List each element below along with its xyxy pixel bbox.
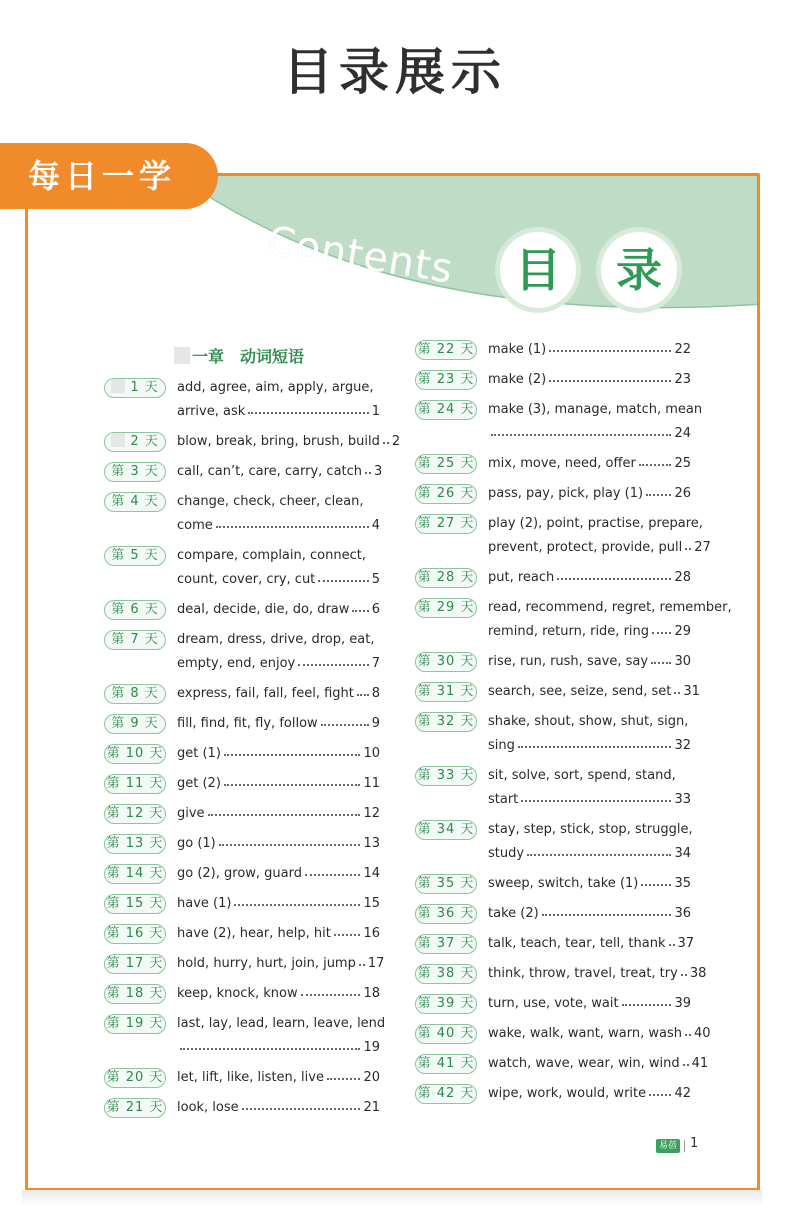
entry-text: put, reach (488, 570, 555, 585)
day-badge: 第 24 天 (415, 400, 477, 420)
page-ref: 27 (694, 540, 711, 555)
toc-entry-line[interactable] (488, 338, 691, 362)
page-ref: 26 (674, 486, 691, 501)
toc-entry-line[interactable] (177, 568, 380, 592)
entry-text: get (1) (177, 746, 221, 761)
day-badge: 第 22 天 (415, 340, 477, 360)
leader-dots (224, 742, 361, 756)
toc-entry-line[interactable] (177, 922, 380, 946)
day-badge: 第 11 天 (104, 774, 166, 794)
page-ref: 14 (363, 866, 380, 881)
leader-dots (557, 566, 671, 580)
day-badge: 第 26 天 (415, 484, 477, 504)
entry-text: wipe, work, would, write (488, 1086, 647, 1101)
leader-dots (321, 712, 369, 726)
leader-dots (219, 832, 361, 846)
day-badge: 第 14 天 (104, 864, 166, 884)
page-ref: 7 (371, 656, 380, 671)
page-ref: 10 (363, 746, 380, 761)
day-badge: 第 16 天 (104, 924, 166, 944)
leader-dots (305, 862, 360, 876)
page-ref: 11 (363, 776, 380, 791)
day-badge: 第 31 天 (415, 682, 477, 702)
toc-entry-line[interactable] (488, 512, 703, 536)
entry-text: come (177, 518, 213, 533)
page-ref: 8 (371, 686, 380, 701)
page-ref: 6 (371, 602, 380, 617)
entry-text: talk, teach, tear, tell, thank (488, 936, 666, 951)
day-badge: 第 5 天 (104, 546, 166, 566)
page-ref: 4 (371, 518, 380, 533)
leader-dots (639, 452, 672, 466)
page-ref: 25 (674, 456, 691, 471)
leader-dots (327, 1066, 360, 1080)
entry-text: turn, use, vote, wait (488, 996, 619, 1011)
toc-entry-line[interactable] (488, 1022, 711, 1046)
day-badge: 第 20 天 (104, 1068, 166, 1088)
day-badge: 第 38 天 (415, 964, 477, 984)
page-ref: 17 (367, 956, 385, 971)
entry-text: give (177, 806, 205, 821)
toc-entry-line[interactable] (488, 398, 703, 422)
toc-panel (25, 173, 760, 1191)
leader-dots (685, 536, 691, 550)
day-badge: 第 10 天 (104, 744, 166, 764)
toc-entry-line[interactable] (488, 710, 691, 734)
page-ref: 37 (677, 936, 695, 951)
blurred-char (111, 433, 125, 447)
leader-dots (491, 422, 671, 436)
entry-text: think, throw, travel, treat, try (488, 966, 678, 981)
toc-entry-line[interactable] (488, 482, 691, 506)
day-badge: 第 17 天 (104, 954, 166, 974)
day-badge: 第 37 天 (415, 934, 477, 954)
toc-entry-line[interactable] (177, 652, 380, 676)
toc-entry-line[interactable] (177, 682, 380, 706)
leader-dots (646, 482, 671, 496)
leader-dots (669, 932, 675, 946)
entry-text: compare, complain, connect, (177, 548, 366, 563)
entry-text: go (2), grow, guard (177, 866, 303, 881)
entry-text: go (1) (177, 836, 216, 851)
page-ref: 13 (363, 836, 380, 851)
contents-word: Contents (263, 218, 457, 293)
entry-text: express, fail, fall, feel, fight (177, 686, 354, 701)
toc-entry-line[interactable] (488, 650, 691, 674)
leader-dots (216, 514, 369, 528)
page-ref: 3 (374, 464, 383, 479)
page-ref: 33 (674, 792, 691, 807)
day-badge: 第 39 天 (415, 994, 477, 1014)
toc-entry-line[interactable] (488, 788, 691, 812)
toc-entry-line[interactable] (488, 452, 691, 476)
page-ref: 22 (674, 342, 691, 357)
page-ref: 38 (689, 966, 707, 981)
toc-entry-line[interactable] (488, 566, 691, 590)
entry-text: blow, break, bring, brush, build (177, 434, 380, 449)
page-ref: 28 (674, 570, 691, 585)
entry-text: make (1) (488, 342, 547, 357)
day-badge: 第 8 天 (104, 684, 166, 704)
day-badge: 第 28 天 (415, 568, 477, 588)
leader-dots (549, 338, 671, 352)
page-ref: 42 (674, 1086, 691, 1101)
toc-entry-line[interactable] (177, 544, 380, 568)
entry-text: keep, knock, know (177, 986, 298, 1001)
toc-entry-line[interactable] (177, 1012, 386, 1036)
leader-dots (681, 962, 687, 976)
toc-entry-line[interactable] (488, 902, 691, 926)
day-badge: 第 15 天 (104, 894, 166, 914)
entry-text: sit, solve, sort, spend, stand, (488, 768, 676, 783)
entry-text: search, see, seize, send, set (488, 684, 672, 699)
leader-dots (542, 902, 672, 916)
leader-dots (357, 682, 369, 696)
entry-text: play (2), point, practise, prepare, (488, 516, 703, 531)
page-ref: 18 (363, 986, 380, 1001)
entry-text: change, check, cheer, clean, (177, 494, 364, 509)
toc-entry-line[interactable] (177, 832, 380, 856)
entry-text: sing (488, 738, 515, 753)
leader-dots (301, 982, 361, 996)
page-ref: 32 (674, 738, 691, 753)
blurred-char (111, 379, 125, 393)
day-badge: 第 35 天 (415, 874, 477, 894)
toc-entry-line[interactable] (488, 368, 691, 392)
page-number: 1 (690, 1136, 699, 1151)
entry-text: prevent, protect, provide, pull (488, 540, 683, 555)
page-ref: 34 (674, 846, 691, 861)
day-badge: 第 42 天 (415, 1084, 477, 1104)
page-ref: 19 (363, 1040, 380, 1055)
toc-entry-line[interactable] (488, 536, 711, 560)
page-ref: 40 (693, 1026, 711, 1041)
day-badge: 第 25 天 (415, 454, 477, 474)
toc-entry-line[interactable] (488, 734, 691, 758)
toc-entry-line[interactable] (177, 802, 380, 826)
page-ref: 29 (674, 624, 691, 639)
page-ref: 16 (363, 926, 380, 941)
leader-dots (674, 680, 680, 694)
entry-text: make (2) (488, 372, 547, 387)
panel-shadow (22, 1190, 762, 1206)
chapter-title: 一章 动词短语 (174, 344, 304, 367)
toc-entry-line[interactable] (488, 872, 691, 896)
page-ref: 31 (683, 684, 700, 699)
day-badge: 第 18 天 (104, 984, 166, 1004)
page-ref: 23 (674, 372, 691, 387)
leader-dots (318, 568, 368, 582)
toc-entry-line[interactable] (177, 628, 380, 652)
title-char-lu: 录 (601, 232, 677, 308)
toc-entry-line[interactable] (488, 1052, 709, 1076)
leader-dots (649, 1082, 671, 1096)
entry-text: arrive, ask (177, 404, 246, 419)
page-ref: 1 (371, 404, 380, 419)
entry-text: stay, step, stick, stop, struggle, (488, 822, 693, 837)
toc-entry-line[interactable] (488, 1082, 691, 1106)
entry-text: shake, shout, show, shut, sign, (488, 714, 689, 729)
entry-text: start (488, 792, 519, 807)
toc-entry-line[interactable] (488, 992, 691, 1016)
day-badge: 第 30 天 (415, 652, 477, 672)
entry-text: mix, move, need, offer (488, 456, 636, 471)
day-badge: 第 33 天 (415, 766, 477, 786)
leader-dots (549, 368, 671, 382)
blurred-char (174, 347, 190, 364)
page-ref: 24 (674, 426, 691, 441)
entry-text: look, lose (177, 1100, 239, 1115)
day-badge: 第 41 天 (415, 1054, 477, 1074)
leader-dots (298, 652, 369, 666)
toc-entry-line[interactable] (177, 862, 380, 886)
leader-dots (208, 802, 361, 816)
toc-entry-line[interactable] (177, 982, 380, 1006)
leader-dots (242, 1096, 361, 1110)
entry-text: have (1) (177, 896, 232, 911)
toc-entry-line[interactable] (488, 962, 707, 986)
toc-entry-line[interactable] (177, 430, 401, 454)
toc-entry-line[interactable] (488, 818, 691, 842)
toc-entry-line[interactable] (177, 514, 380, 538)
page-ref: 2 (391, 434, 401, 449)
entry-text: fill, find, fit, fly, follow (177, 716, 318, 731)
entry-text: have (2), hear, help, hit (177, 926, 331, 941)
entry-text: take (2) (488, 906, 539, 921)
day-badge: 第 32 天 (415, 712, 477, 732)
page-ref: 5 (371, 572, 380, 587)
entry-text: study (488, 846, 525, 861)
toc-entry-line[interactable] (488, 932, 695, 956)
day-badge: 第 34 天 (415, 820, 477, 840)
leader-dots (527, 842, 671, 856)
entry-text: last, lay, lead, learn, leave, lend (177, 1016, 386, 1031)
entry-text: empty, end, enjoy (177, 656, 296, 671)
page-ref: 30 (674, 654, 691, 669)
day-badge: 第 40 天 (415, 1024, 477, 1044)
leader-dots (383, 430, 389, 444)
page-ref: 36 (674, 906, 691, 921)
toc-entry-line[interactable] (488, 620, 691, 644)
day-badge: 第 3 天 (104, 462, 166, 482)
leader-dots (651, 650, 671, 664)
entry-text: get (2) (177, 776, 221, 791)
page-ref: 12 (363, 806, 380, 821)
leader-dots (518, 734, 672, 748)
day-badge: 第 9 天 (104, 714, 166, 734)
publisher-logo: 易蓓 (656, 1139, 680, 1153)
toc-entry-line[interactable] (177, 712, 380, 736)
leader-dots (685, 1022, 691, 1036)
day-badge: 第 13 天 (104, 834, 166, 854)
entry-text: make (3), manage, match, mean (488, 402, 703, 417)
toc-entry-line[interactable] (177, 1096, 380, 1120)
toc-entry-line[interactable] (177, 400, 380, 424)
toc-entry-line[interactable] (177, 460, 383, 484)
leader-dots (224, 772, 361, 786)
footer-divider (684, 1140, 685, 1152)
page-ref: 39 (674, 996, 691, 1011)
entry-text: dream, dress, drive, drop, eat, (177, 632, 375, 647)
toc-entry-line[interactable] (177, 892, 380, 916)
toc-entry-line[interactable] (488, 842, 691, 866)
toc-entry-line[interactable] (177, 772, 380, 796)
day-badge: 第 29 天 (415, 598, 477, 618)
toc-entry-line[interactable] (177, 1066, 380, 1090)
page-ref: 35 (674, 876, 691, 891)
entry-text: call, can’t, care, carry, catch (177, 464, 363, 479)
entry-text: remind, return, ride, ring (488, 624, 650, 639)
day-badge: 第 36 天 (415, 904, 477, 924)
leader-dots (352, 598, 368, 612)
page-ref: 20 (363, 1070, 380, 1085)
toc-entry-line[interactable] (177, 376, 380, 400)
toc-entry-line[interactable] (177, 952, 385, 976)
entry-text: add, agree, aim, apply, argue, (177, 380, 374, 395)
toc-entry-line[interactable] (177, 490, 380, 514)
day-badge: 2 天 (104, 432, 166, 452)
page-ref: 15 (363, 896, 380, 911)
leader-dots (683, 1052, 689, 1066)
leader-dots (652, 620, 671, 634)
entry-text: sweep, switch, take (1) (488, 876, 639, 891)
leader-dots (248, 400, 368, 414)
page-ref: 41 (691, 1056, 709, 1071)
day-badge: 第 7 天 (104, 630, 166, 650)
toc-entry-line[interactable] (488, 422, 691, 446)
leader-dots (334, 922, 361, 936)
leader-dots (365, 460, 371, 474)
page-ref: 21 (363, 1100, 380, 1115)
entry-text: watch, wave, wear, win, wind (488, 1056, 680, 1071)
page-ref: 9 (371, 716, 380, 731)
entry-text: hold, hurry, hurt, join, jump (177, 956, 356, 971)
toc-entry-line[interactable] (488, 764, 691, 788)
entry-text: rise, run, rush, save, say (488, 654, 649, 669)
day-badge: 第 19 天 (104, 1014, 166, 1034)
daily-study-tab: 每日一学 (0, 143, 218, 209)
entry-text: pass, pay, pick, play (1) (488, 486, 644, 501)
leader-dots (234, 892, 360, 906)
day-badge: 第 21 天 (104, 1098, 166, 1118)
toc-entry-line[interactable] (488, 596, 732, 620)
toc-entry-line[interactable] (488, 680, 700, 704)
title-char-mu: 目 (500, 232, 576, 308)
day-badge: 第 23 天 (415, 370, 477, 390)
day-badge: 第 6 天 (104, 600, 166, 620)
day-badge: 第 12 天 (104, 804, 166, 824)
entry-text: let, lift, like, listen, live (177, 1070, 324, 1085)
toc-entry-line[interactable] (177, 598, 380, 622)
day-badge: 第 4 天 (104, 492, 166, 512)
leader-dots (521, 788, 671, 802)
day-badge: 第 27 天 (415, 514, 477, 534)
entry-text: wake, walk, want, warn, wash (488, 1026, 682, 1041)
page-heading: 目录展示 (283, 43, 507, 101)
leader-dots (641, 872, 671, 886)
leader-dots (180, 1036, 360, 1050)
entry-text: read, recommend, regret, remember, (488, 600, 732, 615)
toc-entry-line[interactable] (177, 1036, 380, 1060)
entry-text: deal, decide, die, do, draw (177, 602, 350, 617)
day-badge: 1 天 (104, 378, 166, 398)
entry-text: count, cover, cry, cut (177, 572, 316, 587)
leader-dots (622, 992, 672, 1006)
leader-dots (359, 952, 365, 966)
toc-entry-line[interactable] (177, 742, 380, 766)
